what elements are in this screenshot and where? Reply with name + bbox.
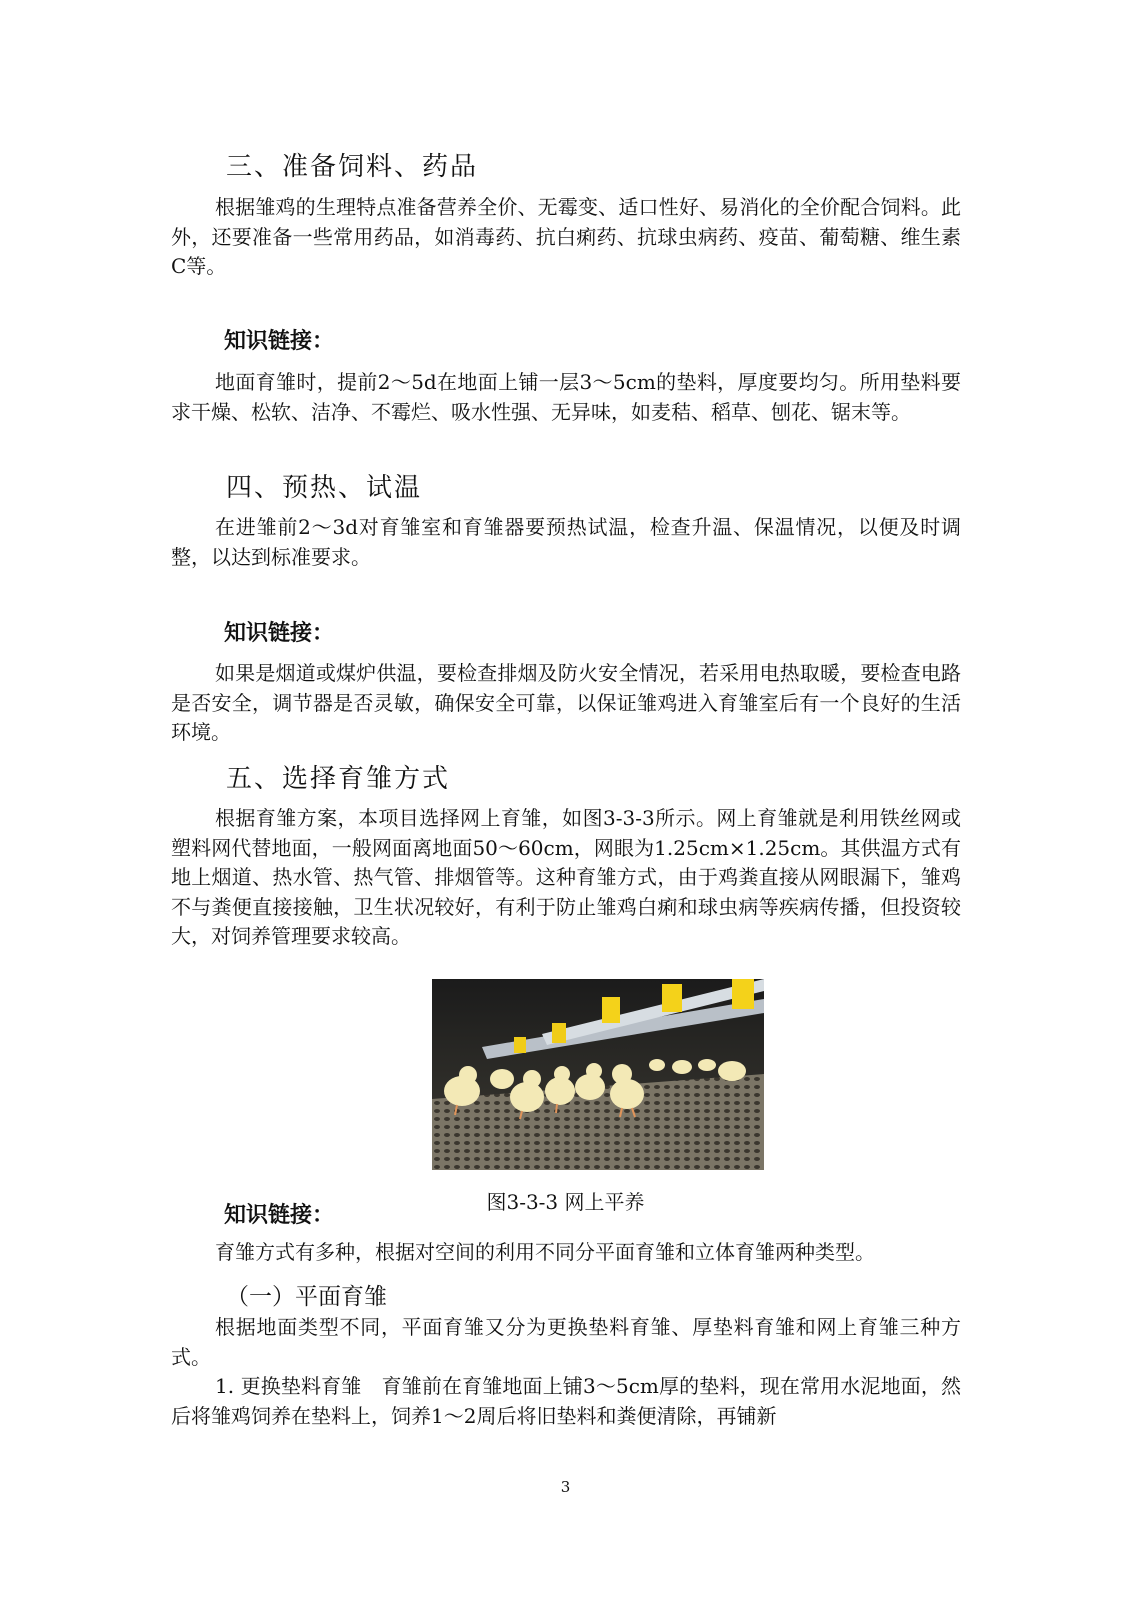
photo-illustration bbox=[432, 979, 764, 1170]
knowledge-link-heading: 知识链接： bbox=[224, 329, 335, 354]
figure-caption: 图3-3-3 网上平养 bbox=[486, 1190, 645, 1214]
page-number: 3 bbox=[560, 1478, 571, 1496]
paragraph: 如果是烟道或煤炉供温，要检查排烟及防火安全情况，若采用电热取暖，要检查电路是否安全，调节器是否灵敏，确保安全可靠，以保证雏鸡进入育雏室后有一个良好的生活环境。 bbox=[171, 661, 961, 744]
section-heading: 四、预热、试温 bbox=[226, 473, 423, 503]
section-heading: 五、选择育雏方式 bbox=[226, 764, 451, 794]
paragraph: 根据育雏方案，本项目选择网上育雏，如图3-3-3所示。网上育雏就是利用铁丝网或塑料网代替地面，一般网面离地面50～60cm，网眼为1.25cm×1.25cm。其供温方式有地上烟道、热水管、热气管、排烟管等。这种育雏方式，由于鸡粪直接从网眼漏下，雏鸡不与粪便直接接触，卫生状况较好，有利于防止雏鸡白痢和球虫病等疾病传播，但投资较大，对饲养管理要求较高。 bbox=[171, 806, 961, 948]
paragraph: 根据地面类型不同，平面育雏又分为更换垫料育雏、厚垫料育雏和网上育雏三种方式。 bbox=[171, 1315, 961, 1369]
knowledge-link-heading: 知识链接： bbox=[224, 621, 335, 646]
paragraph: 育雏方式有多种，根据对空间的利用不同分平面育雏和立体育雏两种类型。 bbox=[215, 1240, 875, 1264]
paragraph: 根据雏鸡的生理特点准备营养全价、无霉变、适口性好、易消化的全价配合饲料。此外，还要准备一些常用药品，如消毒药、抗白痢药、抗球虫病药、疫苗、葡萄糖、维生素C等。 bbox=[171, 195, 961, 278]
section-heading: 三、准备饲料、药品 bbox=[226, 152, 479, 182]
paragraph: 在进雏前2～3d对育雏室和育雏器要预热试温，检查升温、保温情况，以便及时调整，以达到标准要求。 bbox=[171, 515, 961, 569]
list-item: 1. 更换垫料育雏 育雏前在育雏地面上铺3～5cm厚的垫料，现在常用水泥地面，然后将雏鸡饲养在垫料上，饲养1～2周后将旧垫料和粪便清除，再铺新 bbox=[171, 1374, 961, 1428]
subsection-heading: （一）平面育雏 bbox=[226, 1284, 387, 1310]
knowledge-link-heading: 知识链接： bbox=[224, 1203, 335, 1228]
chick-rearing-photo bbox=[432, 979, 764, 1170]
paragraph: 地面育雏时，提前2～5d在地面上铺一层3～5cm的垫料，厚度要均匀。所用垫料要求干燥、松软、洁净、不霉烂、吸水性强、无异味，如麦秸、稻草、刨花、锯末等。 bbox=[171, 370, 961, 424]
